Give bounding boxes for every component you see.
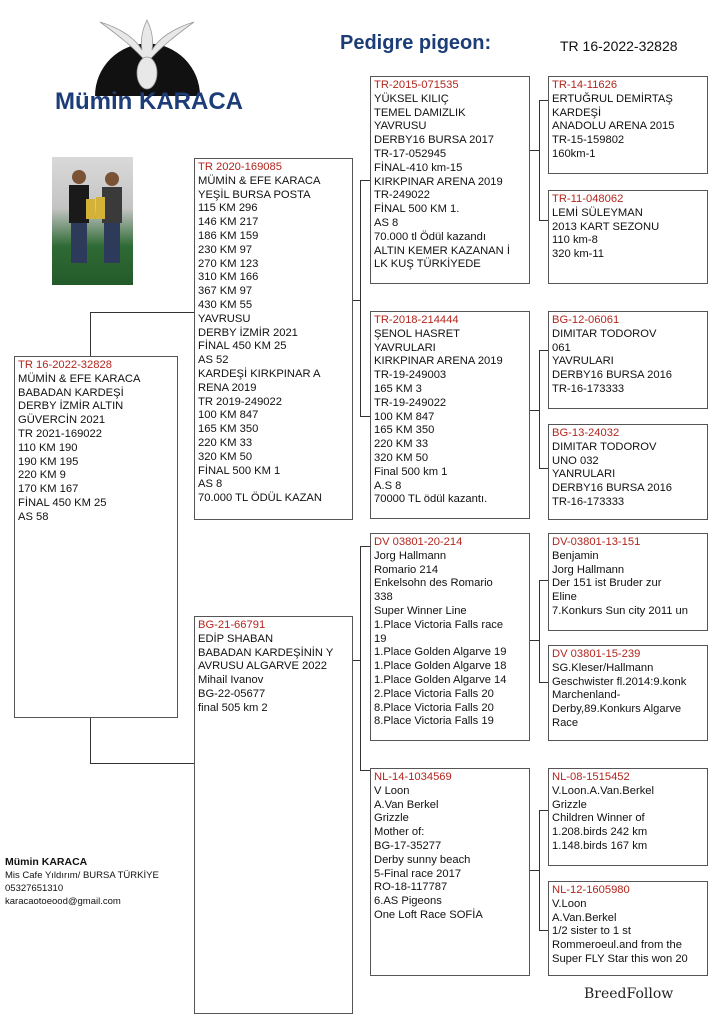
ring-number: NL-08-1515452 (552, 771, 630, 783)
brand-footer: BreedFollow (584, 986, 674, 1002)
card-line: YAVRUSU (374, 120, 427, 133)
card-details (198, 633, 349, 716)
card-line: V.Loon.A.Van.Berkel (552, 784, 655, 797)
card-line: Grizzle (374, 812, 409, 825)
dam-sire-card (370, 533, 530, 741)
card-line: 061 (552, 341, 571, 354)
ring-number: NL-12-1605980 (552, 884, 630, 896)
card-line: 1.Place Golden Algarve 18 (374, 660, 507, 673)
card-line: V Loon (374, 784, 410, 797)
card-line: One Loft Race SOFİA (374, 908, 483, 921)
card-details (552, 898, 704, 967)
card-line: YÜKSEL KILIÇ (374, 92, 449, 105)
card-line: TR-16-173333 (552, 382, 625, 395)
card-line: 220 KM 33 (374, 438, 429, 451)
card-line: AS 8 (198, 478, 223, 491)
card-line: 430 KM 55 (198, 298, 253, 311)
ggp-card-3 (548, 311, 708, 409)
card-line: YAVRULARI (374, 341, 436, 354)
card-line: BABADAN KARDEŞİ (18, 386, 124, 399)
card-line: 19 (374, 632, 387, 645)
card-line: MÜMİN & EFE KARACA (198, 174, 321, 187)
ggp-card-1 (548, 76, 708, 174)
card-line: BABADAN KARDEŞİNİN Y (198, 646, 334, 659)
card-line: Super Winner Line (374, 604, 467, 617)
card-line: 70000 TL ödül kazantı. (374, 493, 488, 506)
contact-block (5, 856, 159, 908)
card-line: LK KUŞ TÜRKİYEDE (374, 258, 481, 271)
card-line: 1.148.birds 167 km (552, 839, 648, 852)
card-line: FİNAL 500 KM 1. (374, 203, 460, 216)
card-line: 1.208.birds 242 km (552, 826, 648, 839)
connector (352, 660, 360, 661)
card-line: KARDEŞİ (552, 106, 602, 119)
card-line: 320 km-11 (552, 248, 605, 261)
card-line: 7.Konkurs Sun city 2011 un (552, 604, 688, 617)
card-line: 170 KM 167 (18, 483, 79, 496)
card-line: 186 KM 159 (198, 229, 259, 242)
connector (530, 640, 539, 641)
connector (360, 180, 361, 416)
contact-email: karacaotoeood@gmail.com (5, 896, 121, 907)
card-line: DIMITAR TODOROV (552, 440, 657, 453)
card-line: SG.Kleser/Hallmann (552, 661, 654, 674)
card-line: KIRKPINAR ARENA 2019 (374, 355, 503, 368)
contact-name: Mümin KARACA (5, 856, 88, 868)
card-line: Mihail Ivanov (198, 674, 264, 687)
ggp-card-5 (548, 533, 708, 631)
card-details (198, 175, 349, 506)
card-line: Derby sunny beach (374, 853, 471, 866)
ring-number: NL-14-1034569 (374, 771, 452, 783)
card-line: 165 KM 350 (374, 424, 435, 437)
card-line: 100 KM 847 (374, 410, 435, 423)
ring-number: BG-13-24032 (552, 427, 620, 439)
card-line: EDİP SHABAN (198, 632, 274, 645)
card-line: DERBY16 BURSA 2016 (552, 369, 673, 382)
ggp-card-8 (548, 881, 708, 976)
card-details (552, 662, 704, 731)
card-line: 165 KM 3 (374, 382, 422, 395)
connector (90, 312, 91, 356)
card-line: 220 KM 9 (18, 469, 66, 482)
ring-number: TR 16-2022-32828 (18, 359, 112, 371)
card-line: DERBY16 BURSA 2016 (552, 482, 673, 495)
ggp-card-6 (548, 645, 708, 741)
card-line: Romario 214 (374, 563, 439, 576)
card-line: 367 KM 97 (198, 285, 253, 298)
pigeon-logo-icon (80, 18, 215, 98)
connector (539, 810, 540, 930)
card-line: 70.000 TL ÖDÜL KAZAN (198, 492, 322, 505)
card-line: 160km-1 (552, 147, 596, 160)
card-line: 165 KM 350 (198, 423, 259, 436)
card-line: 8.Place Victoria Falls 19 (374, 715, 494, 728)
card-line: 2013 KART SEZONU (552, 220, 660, 233)
card-line: YEŞİL BURSA POSTA (198, 188, 311, 201)
ggp-card-4 (548, 424, 708, 520)
connector (530, 870, 539, 871)
card-line: BG-22-05677 (198, 687, 266, 700)
card-line: KARDEŞİ KIRKPINAR A (198, 367, 321, 380)
card-details (552, 328, 704, 397)
ring-number: DV 03801-20-214 (374, 536, 463, 548)
card-line: TR-16-173333 (552, 495, 625, 508)
card-details (374, 550, 526, 729)
card-line: RO-18-117787 (374, 881, 448, 894)
card-line: 1.Place Golden Algarve 19 (374, 646, 507, 659)
card-line: 6.AS Pigeons (374, 895, 442, 908)
connector (360, 546, 361, 770)
connector (539, 350, 540, 468)
card-line: 310 KM 166 (198, 271, 259, 284)
card-line: TR-17-052945 (374, 147, 447, 160)
ring-number: TR-2015-071535 (374, 79, 459, 91)
ring-number: DV 03801-15-239 (552, 648, 641, 660)
card-line: 320 KM 50 (374, 451, 429, 464)
card-line: A.S 8 (374, 479, 402, 492)
card-line: DERBY İZMİR 2021 (198, 326, 298, 339)
page-title: Pedigre pigeon: (340, 32, 492, 54)
connector (530, 150, 539, 151)
card-line: 110 km-8 (552, 234, 598, 247)
owners-photo (52, 157, 133, 285)
card-line: 320 KM 50 (198, 450, 253, 463)
card-line: LEMİ SÜLEYMAN (552, 206, 643, 219)
card-line: YAVRUSU (198, 312, 251, 325)
card-line: AS 58 (18, 510, 49, 523)
card-line: AVRUSU ALGARVE 2022 (198, 660, 327, 673)
card-line: TR 2019-249022 (198, 395, 282, 408)
card-details (552, 93, 704, 162)
card-line: KIRKPINAR ARENA 2019 (374, 175, 503, 188)
card-details (552, 207, 704, 262)
card-line: TR-19-249022 (374, 396, 447, 409)
card-line: Jorg Hallmann (552, 563, 625, 576)
card-line: Marchenland- (552, 689, 621, 702)
card-line: ALTIN KEMER KAZANAN İ (374, 244, 510, 257)
card-details (18, 373, 174, 525)
connector (90, 718, 91, 764)
card-line: BG-17-35277 (374, 839, 442, 852)
card-line: Jorg Hallmann (374, 549, 447, 562)
card-line: GÜVERCİN 2021 (18, 414, 106, 427)
card-line: DIMITAR TODOROV (552, 327, 657, 340)
ring-number: TR 2020-169085 (198, 161, 282, 173)
ring-number: DV-03801-13-151 (552, 536, 641, 548)
sire-dam-card (370, 311, 530, 519)
card-line: MÜMİN & EFE KARACA (18, 372, 141, 385)
card-details (552, 550, 704, 619)
card-line: TR-19-249003 (374, 369, 447, 382)
card-details (374, 785, 526, 923)
card-line: 220 KM 33 (198, 436, 253, 449)
ggp-card-2 (548, 190, 708, 284)
connector (530, 410, 539, 411)
ring-number: BG-21-66791 (198, 619, 266, 631)
card-details (374, 93, 526, 272)
card-line: ŞENOL HASRET (374, 327, 460, 340)
card-line: Super FLY Star this won 20 (552, 952, 688, 965)
card-line: Enkelsohn des Romario (374, 577, 493, 590)
card-line: 1/2 sister to 1 st (552, 925, 631, 938)
card-line: Race (552, 716, 579, 729)
card-line: 70.000 tl Ödül kazandı (374, 230, 486, 243)
card-line: FİNAL-410 km-15 (374, 161, 463, 174)
card-line: TEMEL DAMIZLIK (374, 106, 466, 119)
card-line: Rommeroeul.and from the (552, 939, 682, 952)
card-line: Eline (552, 591, 577, 604)
card-line: AS 52 (198, 354, 229, 367)
card-line: 5-Final race 2017 (374, 867, 462, 880)
card-line: FİNAL 450 KM 25 (198, 340, 287, 353)
card-line: 190 KM 195 (18, 455, 79, 468)
card-line: 2.Place Victoria Falls 20 (374, 687, 494, 700)
card-line: 270 KM 123 (198, 257, 259, 270)
card-details (374, 328, 526, 507)
card-line: TR 2021-169022 (18, 427, 102, 440)
card-line: Grizzle (552, 798, 587, 811)
card-line: FİNAL 450 KM 25 (18, 496, 107, 509)
subject-pigeon-card (14, 356, 178, 718)
ring-number: TR-11-048062 (552, 193, 624, 205)
card-line: ANADOLU ARENA 2015 (552, 120, 675, 133)
card-line: DERBY İZMİR ALTIN (18, 400, 124, 413)
card-line: TR-15-159802 (552, 134, 625, 147)
ggp-card-7 (548, 768, 708, 866)
card-details (552, 441, 704, 510)
ring-number: TR-14-11626 (552, 79, 618, 91)
card-line: ERTUĞRUL DEMİRTAŞ (552, 92, 673, 105)
page-ring-number: TR 16-2022-32828 (560, 38, 678, 54)
card-line: 1.Place Golden Algarve 14 (374, 673, 507, 686)
card-line: A.Van.Berkel (552, 911, 617, 924)
card-line: Derby,89.Konkurs Algarve (552, 703, 682, 716)
card-line: RENA 2019 (198, 381, 257, 394)
card-line: 8.Place Victoria Falls 20 (374, 701, 494, 714)
connector (90, 763, 194, 764)
connector (352, 300, 360, 301)
sire-sire-card (370, 76, 530, 284)
card-line: YANRULARI (552, 468, 616, 481)
card-line: YAVRULARI (552, 355, 614, 368)
owner-name: Mümin KARACA (55, 88, 243, 115)
card-line: final 505 km 2 (198, 701, 268, 714)
dam-card (194, 616, 353, 1014)
contact-address: Mis Cafe Yıldırım/ BURSA TÜRKİYE (5, 870, 159, 881)
card-line: 1.Place Victoria Falls race (374, 618, 504, 631)
card-line: DERBY16 BURSA 2017 (374, 134, 495, 147)
card-line: Children Winner of (552, 812, 645, 825)
card-line: FİNAL 500 KM 1 (198, 464, 281, 477)
ring-number: BG-12-06061 (552, 314, 620, 326)
contact-phone: 05327651310 (5, 883, 64, 894)
card-line: A.Van Berkel (374, 798, 439, 811)
card-line: 230 KM 97 (198, 243, 253, 256)
card-line: TR-249022 (374, 189, 430, 202)
card-line: AS 8 (374, 216, 399, 229)
ring-number: TR-2018-214444 (374, 314, 459, 326)
card-line: Benjamin (552, 549, 599, 562)
card-line: 146 KM 217 (198, 216, 259, 229)
connector (539, 100, 540, 220)
card-line: Geschwister fl.2014:9.konk (552, 675, 687, 688)
connector (90, 312, 194, 313)
card-line: Mother of: (374, 826, 425, 839)
connector (539, 580, 540, 682)
card-line: V.Loon (552, 897, 587, 910)
card-line: Der 151 ist Bruder zur (552, 577, 662, 590)
card-line: Final 500 km 1 (374, 465, 448, 478)
card-line: UNO 032 (552, 454, 599, 467)
card-line: 100 KM 847 (198, 409, 259, 422)
card-line: 338 (374, 591, 393, 604)
card-line: 115 KM 296 (198, 202, 258, 215)
card-line: 110 KM 190 (18, 441, 78, 454)
dam-dam-card (370, 768, 530, 976)
card-details (552, 785, 704, 854)
sire-card (194, 158, 353, 520)
